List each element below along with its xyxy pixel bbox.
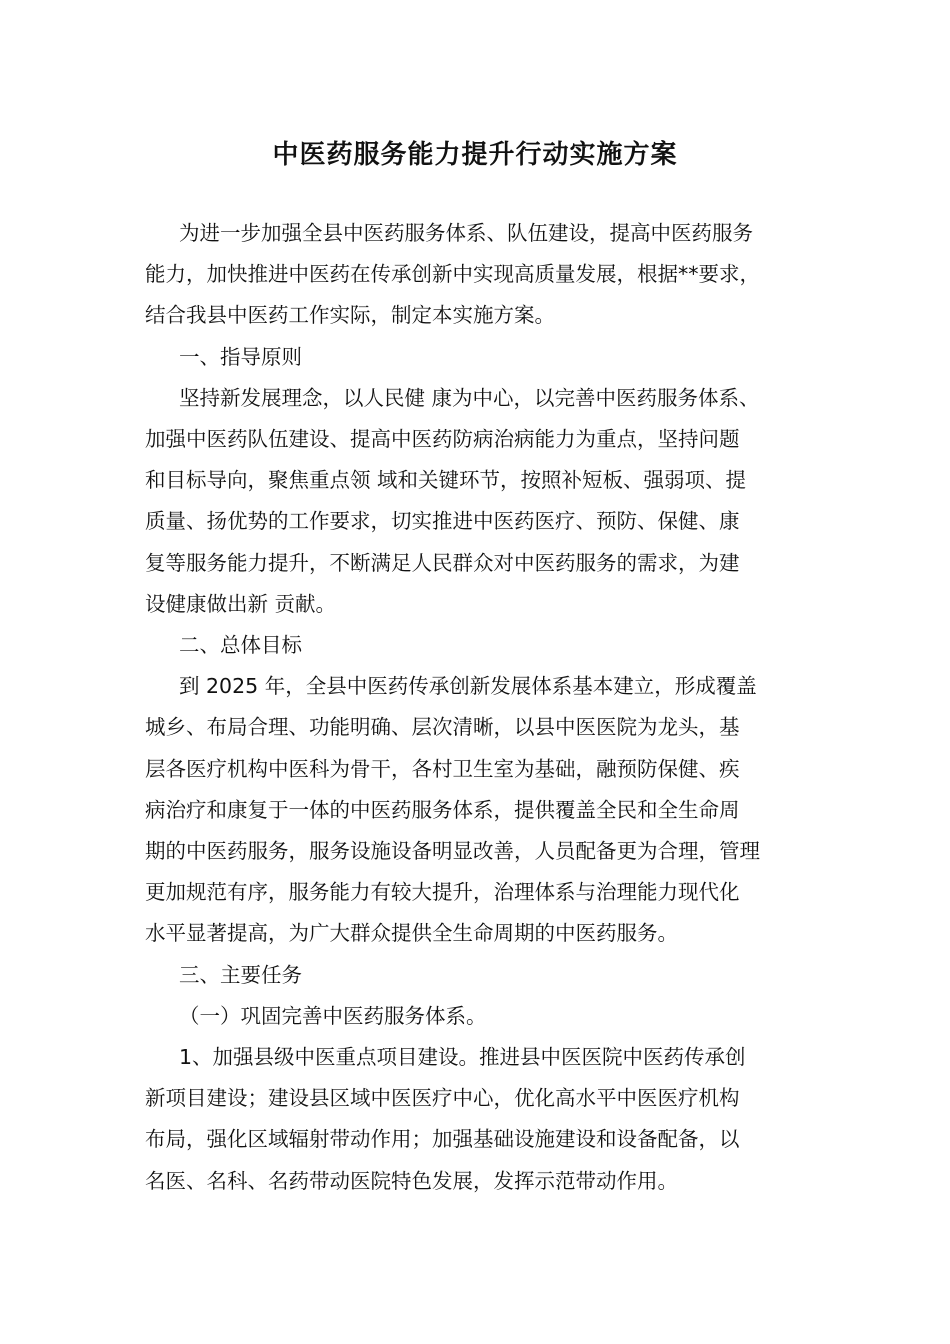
- text-line: 到 2025 年，全县中医药传承创新发展体系基本建立，形成覆盖: [179, 674, 757, 699]
- text-line: 能力，加快推进中医药在传承创新中实现高质量发展，根据**要求，: [145, 262, 760, 287]
- text-line: （一）巩固完善中医药服务体系。: [179, 1003, 487, 1028]
- text-line: 坚持新发展理念，以人民健 康为中心，以完善中医药服务体系、: [179, 385, 760, 410]
- subheading-service-system: [145, 996, 835, 1037]
- text-line: 期的中医药服务，服务设施设备明显改善，人员配备更为合理，管理: [145, 839, 760, 864]
- text-line: 水平显著提高，为广大群众提供全生命周期的中医药服务。: [145, 921, 678, 946]
- text-line: 复等服务能力提升，不断满足人民群众对中医药服务的需求，为建: [145, 550, 740, 575]
- text-line: 布局，强化区域辐射带动作用；加强基础设施建设和设备配备，以: [145, 1127, 740, 1152]
- text-line: 新项目建设；建设县区域中医医疗中心，优化高水平中医医疗机构: [145, 1086, 740, 1111]
- paragraph-guiding-principles: [145, 378, 835, 625]
- paragraph-intro: [145, 213, 835, 337]
- heading-main-tasks: [145, 955, 835, 996]
- text-line: 一、指导原则: [179, 344, 302, 369]
- text-line: 层各医疗机构中医科为骨干，各村卫生室为基础，融预防保健、疾: [145, 756, 740, 781]
- text-line: 1、加强县级中医重点项目建设。推进县中医医院中医药传承创: [179, 1045, 746, 1070]
- document-title: 中医药服务能力提升行动实施方案: [272, 140, 678, 170]
- text-line: 更加规范有序，服务能力有较大提升，治理体系与治理能力现代化: [145, 880, 740, 905]
- paragraph-overall-goals: [145, 666, 835, 954]
- document-body: [145, 213, 835, 1202]
- text-line: 设健康做出新 贡献。: [145, 591, 337, 616]
- text-line: 和目标导向，聚焦重点领 域和关键环节，按照补短板、强弱项、提: [145, 468, 747, 493]
- text-line: 质量、扬优势的工作要求，切实推进中医药医疗、预防、保健、康: [145, 509, 740, 534]
- heading-overall-goals: [145, 625, 835, 666]
- text-line: 为进一步加强全县中医药服务体系、队伍建设，提高中医药服务: [179, 221, 753, 245]
- text-line: 加强中医药队伍建设、提高中医药防病治病能力为重点，坚持问题: [145, 427, 740, 452]
- text-line: 病治疗和康复于一体的中医药服务体系，提供覆盖全民和全生命周: [145, 797, 740, 822]
- text-line: 结合我县中医药工作实际，制定本实施方案。: [145, 303, 555, 328]
- heading-guiding-principles: [145, 337, 835, 378]
- text-line: 城乡、布局合理、功能明确、层次清晰，以县中医医院为龙头，基: [145, 715, 740, 740]
- text-line: 二、总体目标: [179, 633, 302, 658]
- paragraph-county-projects: [145, 1037, 835, 1202]
- text-line: 名医、名科、名药带动医院特色发展，发挥示范带动作用。: [145, 1168, 678, 1193]
- text-line: 三、主要任务: [179, 962, 302, 987]
